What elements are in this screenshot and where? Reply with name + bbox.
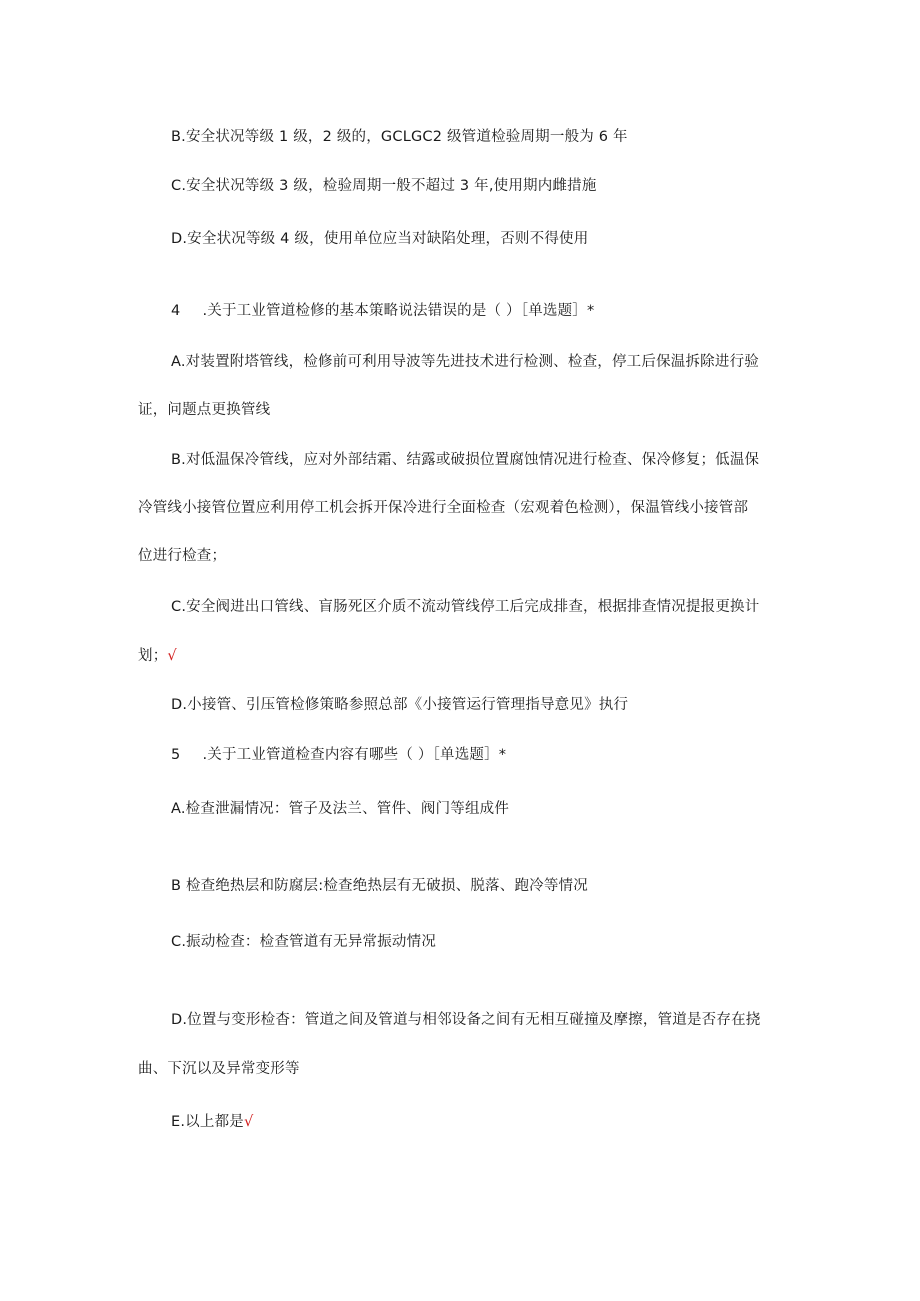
q5-option-b: B 检查绝热层和防腐层:检查绝热层有无破损、脱落、跑冷等情况 [171, 878, 588, 894]
q4-heading [171, 301, 594, 321]
q4-option-d: D.小接管、引压管检修策略参照总部《小接管运行管理指导意见》执行 [171, 697, 629, 713]
correct-check-mark: √ [243, 1114, 254, 1130]
q5-option-e-text: E.以上都是 [171, 1114, 244, 1130]
q3-option-b: B.安全状况等级 1 级，2 级的，GCLGC2 级管道检验周期一般为 6 年 [171, 129, 628, 145]
q5-stem: .关于工业管道检查内容有哪些（ ）［单选题］* [202, 747, 507, 763]
q5-heading [171, 745, 506, 765]
q5-option-c: C.振动检查：检查管道有无异常振动情况 [171, 934, 437, 950]
q4-option-a-line2: 证，问题点更换管线 [138, 402, 271, 418]
q4-stem: .关于工业管道检修的基本策略说法错误的是（ ）［单选题］* [202, 303, 595, 319]
q4-option-b-line1: B.对低温保冷管线，应对外部结霜、结露或破损位置腐蚀情况进行检查、保冷修复；低温保 [171, 452, 760, 468]
q4-option-c-line1: C.安全阀进出口管线、盲肠死区介质不流动管线停工后完成排查，根据排查情况提报更换计 [171, 599, 760, 615]
q4-option-c-line2 [138, 646, 177, 666]
q5-option-d-line2: 曲、下沉以及异常变形等 [138, 1061, 300, 1077]
q4-option-a-line1: A.对装置附塔管线，检修前可利用导波等先进技术进行检测、检查，停工后保温拆除进行验 [171, 354, 759, 370]
q5-option-a: A.检查泄漏情况：管子及法兰、管件、阀门等组成件 [171, 801, 510, 817]
correct-check-mark: √ [167, 648, 177, 664]
q4-option-b-line2: 冷管线小接管位置应利用停工机会拆开保冷进行全面检查（宏观着色检测），保温管线小接管部 [138, 500, 749, 516]
q4-option-b-line3: 位进行检查； [138, 548, 227, 564]
q3-option-c: C.安全状况等级 3 级，检验周期一般不超过 3 年,使用期内雌措施 [171, 178, 597, 194]
q5-number: 5 [171, 747, 181, 763]
q5-option-d-line1: D.位置与变形检杳：管道之间及管道与相邻设备之间有无相互碰撞及摩擦，管道是否存在挠 [171, 1012, 761, 1028]
q4-number: 4 [171, 303, 181, 319]
q3-option-d: D.安全状况等级 4 级，使用单位应当对缺陷处理，否则不得使用 [171, 231, 589, 247]
q4-option-c-line2-text: 划； [138, 648, 168, 664]
q5-option-e [171, 1112, 253, 1132]
